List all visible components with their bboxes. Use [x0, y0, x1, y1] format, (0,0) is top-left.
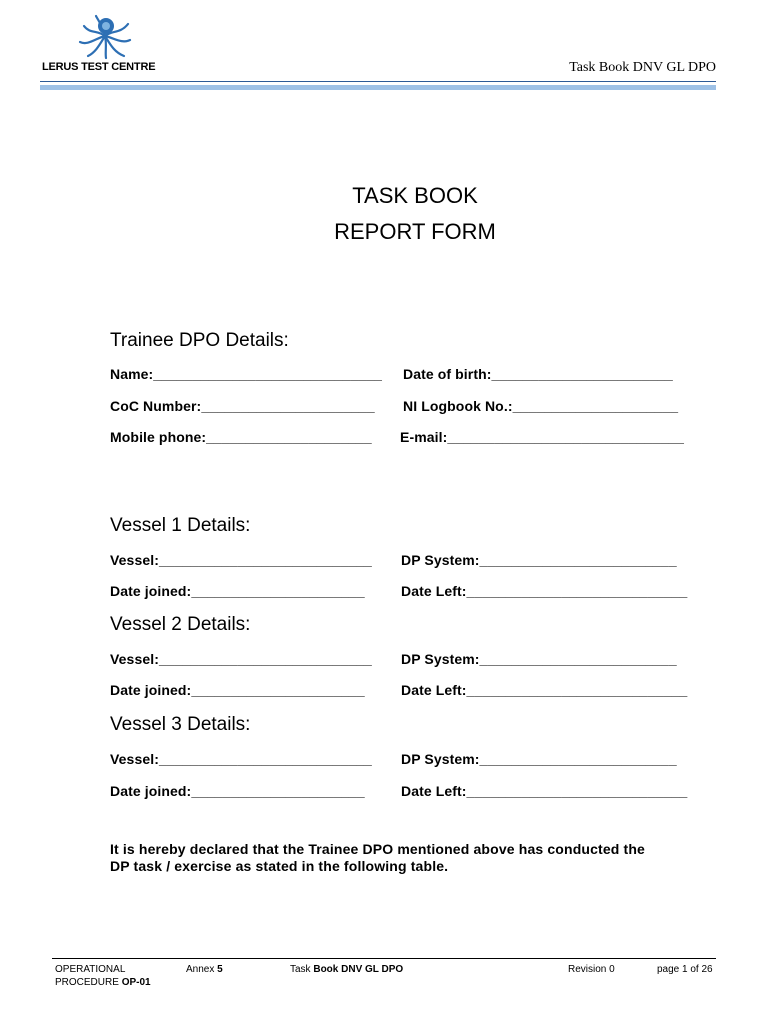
footer-page-number: page 1 of 26	[657, 964, 713, 975]
vessel-3-dp-system-field[interactable]: DP System:_________________________	[401, 751, 677, 767]
footer-revision: Revision 0	[568, 964, 615, 975]
vessel-3-left-field[interactable]: Date Left:____________________________	[401, 783, 688, 799]
vessel-3-joined-field[interactable]: Date joined:______________________	[110, 783, 365, 799]
vessel-2-joined-field[interactable]: Date joined:______________________	[110, 682, 365, 698]
mobile-field[interactable]: Mobile phone:_____________________	[110, 429, 372, 445]
document-reference: Task Book DNV GL DPO	[569, 60, 716, 75]
declaration-text	[110, 841, 710, 875]
vessel-2-name-field[interactable]: Vessel:___________________________	[110, 651, 372, 667]
footer-procedure-prefix: PROCEDURE	[55, 977, 122, 988]
vessel-3-heading: Vessel 3 Details:	[110, 714, 251, 735]
footer-task-prefix: Task	[290, 964, 314, 975]
vessel-1-heading: Vessel 1 Details:	[110, 515, 251, 536]
vessel-2-dp-system-field[interactable]: DP System:_________________________	[401, 651, 677, 667]
org-name: LERUS TEST CENTRE	[42, 61, 156, 73]
coc-field[interactable]: CoC Number:______________________	[110, 398, 375, 414]
footer-procedure-code: OP-01	[121, 977, 151, 988]
vessel-2-left-field[interactable]: Date Left:____________________________	[401, 682, 688, 698]
vessel-1-joined-field[interactable]: Date joined:______________________	[110, 583, 365, 599]
header-band	[40, 85, 716, 90]
name-field[interactable]: Name:_____________________________	[110, 366, 382, 382]
footer-procedure-line1: OPERATIONAL	[55, 964, 126, 975]
trainee-heading: Trainee DPO Details:	[110, 330, 289, 351]
declaration-line-2: DP task / exercise as stated in the following table.	[110, 858, 449, 874]
footer-task-title: Book DNV GL DPO	[313, 964, 404, 975]
dob-field[interactable]: Date of birth:_______________________	[403, 366, 673, 382]
vessel-1-left-field[interactable]: Date Left:____________________________	[401, 583, 688, 599]
lerus-logo-icon	[76, 12, 134, 60]
footer-procedure-line2	[55, 976, 151, 989]
vessel-1-name-field[interactable]: Vessel:___________________________	[110, 552, 372, 568]
email-field[interactable]: E-mail:______________________________	[400, 429, 684, 445]
page-subtitle: REPORT FORM	[334, 219, 496, 244]
ni-logbook-field[interactable]: NI Logbook No.:_____________________	[403, 398, 679, 414]
declaration-line-1: It is hereby declared that the Trainee DPO mentioned above has conducted the	[110, 841, 645, 857]
vessel-3-name-field[interactable]: Vessel:___________________________	[110, 751, 372, 767]
footer-rule	[52, 958, 716, 959]
footer-annex-number: 5	[217, 964, 223, 975]
vessel-2-heading: Vessel 2 Details:	[110, 614, 251, 635]
footer-annex-prefix: Annex	[186, 964, 218, 975]
footer-annex	[186, 963, 223, 976]
vessel-1-dp-system-field[interactable]: DP System:_________________________	[401, 552, 677, 568]
footer-taskbook	[290, 963, 403, 976]
footer-procedure	[55, 963, 151, 989]
page-title: TASK BOOK	[352, 183, 478, 208]
header-rule	[40, 81, 716, 82]
